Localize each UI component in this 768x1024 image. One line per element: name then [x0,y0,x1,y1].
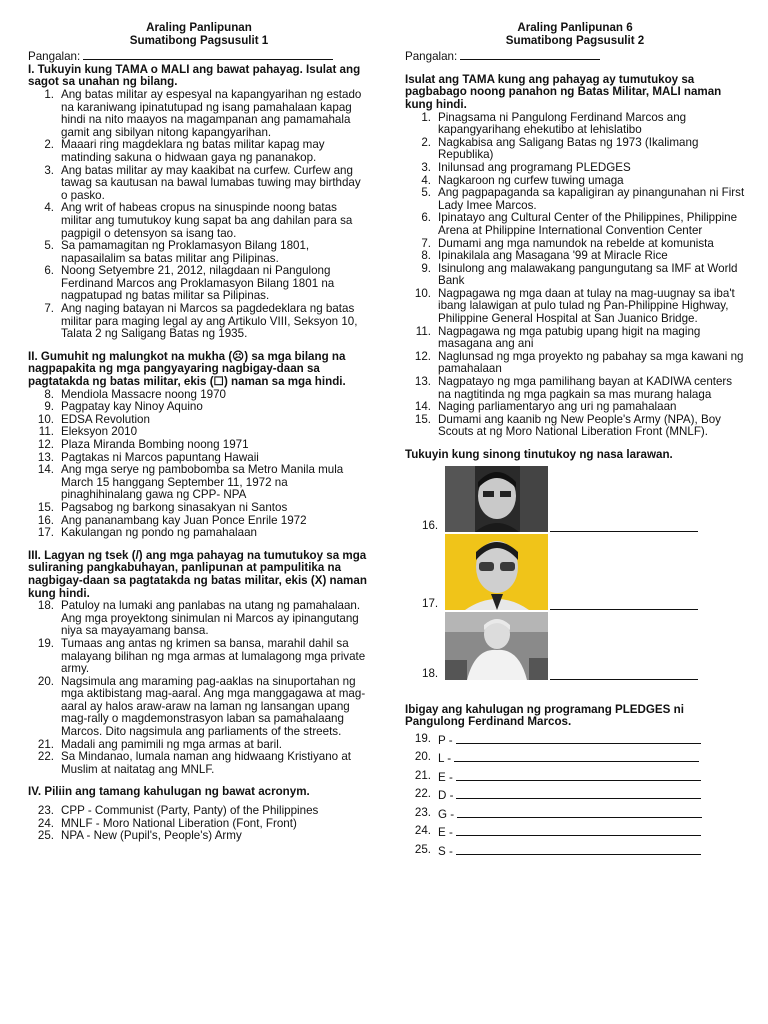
quiz-1-section-3-heading: III. Lagyan ng tsek (/) ang mga pahayag na tumutukoy sa mga suliraning pangkabuhayan, panlipunan at pampulitika na nagbigay-daan sa pagtatakda ng batas militar, ekis (X) naman kung hindi. [28,548,367,600]
question-item [28,303,370,341]
question-item [405,263,745,288]
question-number: 6. [44,264,54,278]
pledges-item [405,751,745,770]
question-item [405,187,745,212]
question-text: Nagpatayo ng mga pamilihang bayan at KADIWA centers na nagtitinda ng mga pagkain sa mas murang halaga [438,375,733,401]
pledges-item-number: 21. [414,768,431,782]
question-item [28,265,370,303]
question-number: 7. [44,302,54,316]
quiz-1-section-4-heading: IV. Piliin ang tamang kahulugan ng bawat acronym. [28,785,310,799]
pledges-list [405,733,745,863]
photo-item-18-answer-blank[interactable] [550,668,698,680]
pledges-letter: L - [438,752,452,766]
question-number: 3. [421,160,431,174]
quiz-2-section-1-list [405,112,745,439]
pledges-item [405,770,745,789]
question-number: 9. [44,400,54,414]
question-text: CPP - Communist (Party, Panty) of the Philippines [61,804,319,818]
question-number: 25. [37,829,54,843]
photo-identification-block [405,466,745,680]
question-number: 5. [44,239,54,253]
quiz-1-name-label: Pangalan: [28,50,81,64]
question-text: Maaari ring magdeklara ng batas militar kapag may matinding sakuna o hidwaan gaya ng pananakop. [61,138,325,164]
question-item [405,137,745,162]
question-text: Kakulangan ng pondo ng pamahalaan [61,526,257,540]
question-item [28,464,370,502]
question-item [405,376,745,401]
portrait-photo-2 [445,534,548,610]
question-number: 24. [37,816,54,830]
question-number: 10. [414,286,431,300]
photo-item-16-answer-blank[interactable] [550,520,698,532]
quiz-2-title: Sumatibong Pagsusulit 2 [505,33,645,47]
question-text: Pagpatay kay Ninoy Aquino [61,400,203,414]
quiz-2-section-3-heading: Ibigay ang kahulugan ng programang PLEDGES ni Pangulong Ferdinand Marcos. [405,702,684,729]
question-text: Tumaas ang antas ng krimen sa bansa, marahil dahil sa malayang bilihan ng mga armas at lumalagong mga private army. [61,636,366,676]
question-number: 8. [421,249,431,263]
pledges-item [405,807,745,826]
question-item [28,527,370,540]
question-number: 20. [37,674,54,688]
question-item [28,830,370,843]
question-text: Dumami ang mga namundok na rebelde at komunista [438,236,714,250]
question-number: 6. [421,211,431,225]
question-number: 4. [44,201,54,215]
pledges-answer-blank[interactable] [456,825,701,836]
quiz-2-name-blank[interactable] [460,49,600,60]
portrait-photo-1 [445,466,548,532]
quiz-1-section-1-list [28,89,370,341]
quiz-1-section-1-heading: I. Tukuyin kung TAMA o MALI ang bawat pahayag. Isulat ang sagot sa unahan ng bilang. [28,62,361,89]
pledges-item [405,788,745,807]
question-number: 13. [37,450,54,464]
pledges-letter: E - [438,770,453,784]
photo-item-17-number: 17. [422,596,439,610]
question-number: 19. [37,636,54,650]
question-number: 1. [421,110,431,124]
question-item [405,414,745,439]
question-text: Pagsabog ng barkong sinasakyan ni Santos [61,500,288,514]
pledges-item-number: 23. [414,805,431,819]
question-text: Ipinatayo ang Cultural Center of the Philippines, Philippine Arena at Philippine International Convention Center [438,211,738,237]
pledges-answer-blank[interactable] [456,788,701,799]
question-item [405,112,745,137]
question-number: 2. [44,138,54,152]
question-text: MNLF - Moro National Liberation (Font, Front) [61,816,297,830]
photo-item-17-answer-blank[interactable] [550,598,698,610]
question-text: EDSA Revolution [61,412,150,426]
question-number: 3. [44,163,54,177]
portrait-photo-3 [445,612,548,680]
quiz-2-column [405,22,745,862]
question-number: 12. [37,438,54,451]
question-item [405,351,745,376]
question-item [28,600,370,638]
question-number: 8. [44,387,54,401]
quiz-1-name-row [28,49,370,64]
question-text: Ang naging batayan ni Marcos sa pagdedeklara ng batas militar para maging legal ay ang Artikulo VIII, Seksyon 10, Talata 2 ng Saligang Batas ng 1935. [61,302,358,341]
question-item [405,326,745,351]
pledges-answer-blank[interactable] [456,733,701,744]
question-item [28,89,370,139]
pledges-letter: G - [438,807,455,821]
question-number: 13. [414,375,431,389]
question-item [28,165,370,203]
question-number: 11. [38,425,54,439]
question-text: Inilunsad ang programang PLEDGES [438,160,631,174]
question-number: 14. [37,463,54,477]
question-text: Nagpagawa ng mga daan at tulay na mag-uugnay sa iba't ibang lalawigan at pulo tulad ng Pan-Philippine Highway, Philippine General Hospital at San Juanico Bridge. [438,286,735,326]
question-number: 12. [414,349,431,363]
question-item [28,202,370,240]
quiz-1-section-3-list [28,600,370,776]
photo-item-16-number: 16. [422,518,439,532]
pledges-item-number: 24. [414,824,431,838]
quiz-2-section-1-heading: Isulat ang TAMA kung ang pahayag ay tumutukoy sa pagbabago noong panahon ng Batas Militar, MALI naman kung hindi. [405,72,722,111]
question-text: Pagtakas ni Marcos papuntang Hawaii [61,450,259,464]
question-text: Sa Mindanao, lumala naman ang hidwaang Kristiyano at Muslim at naitatag ang MNLF. [61,750,352,776]
question-number: 18. [37,599,54,613]
pledges-answer-blank[interactable] [456,844,701,855]
pledges-answer-blank[interactable] [457,807,702,818]
question-text: Pinagsama ni Pangulong Ferdinand Marcos ang kapangyarihang ehekutibo at lehislatibo [438,110,687,137]
pledges-item-number: 19. [414,731,431,745]
question-number: 16. [37,513,54,527]
pledges-item [405,733,745,752]
question-text: NPA - New (Pupil's, People's) Army [61,829,242,843]
question-number: 14. [414,400,431,414]
photo-item-18-number: 18. [422,666,439,680]
question-text: Sa pamamagitan ng Proklamasyon Bilang 1801, napasailalim sa batas militar ang Pilipinas. [61,239,310,265]
pledges-item [405,825,745,844]
question-text: Ang pananambang kay Juan Ponce Enrile 1972 [61,513,307,527]
question-text: Nagkabisa ang Saligang Batas ng 1973 (Ikalimang Republika) [438,135,699,162]
question-number: 2. [421,135,431,149]
quiz-1-name-blank[interactable] [83,49,333,60]
question-number: 5. [421,186,431,200]
quiz-2-section-2-heading: Tukuyin kung sinong tinutukoy ng nasa larawan. [405,448,673,461]
pledges-item [405,844,745,863]
question-text: Nagkaroon ng curfew tuwing umaga [438,173,624,187]
pledges-letter: D - [438,789,454,803]
question-number: 1. [44,87,54,101]
quiz-2-subject-title: Araling Panlipunan 6 [517,21,633,34]
pledges-answer-blank[interactable] [454,751,699,762]
question-item [28,139,370,164]
question-text: Ang batas militar ay may kaakibat na curfew. Curfew ang tawag sa kautusan na bawal lumabas tuwing may birthday o pasko. [61,163,361,202]
quiz-2-name-row [405,49,745,64]
pledges-letter: P - [438,733,453,747]
question-item [405,212,745,237]
question-number: 22. [37,750,54,764]
question-item [28,751,370,776]
question-text: Ang pagpapaganda sa kapaligiran ay pinangunahan ni First Lady Imee Marcos. [438,186,745,212]
question-text: Patuloy na lumaki ang panlabas na utang ng pamahalaan. Ang mga proyektong sinimulan ni Marcos ay ipinangutang niya sa mayayamang bansa. [61,599,361,638]
question-number: 10. [37,412,54,426]
question-text: Noong Setyembre 21, 2012, nilagdaan ni Pangulong Ferdinand Marcos ang Proklamasyon Bilang 1801 na nagpatupad ng batas militar sa Pilipinas. [61,264,335,303]
question-text: Nagsimula ang maraming pag-aaklas na sinuportahan ng mga aktibistang mag-aaral. Ang mga manggagawa at mag-aaral ay halos araw-araw na laman ng lansangan upang mag-rally o magdemonstrasyon laban sa pamahalaang Marcos. Dito nagsimula ang parliaments of the streets. [61,674,366,739]
quiz-1-title: Sumatibong Pagsusulit 1 [129,33,269,47]
question-item [28,240,370,265]
pledges-item-number: 20. [414,750,431,764]
question-number: 7. [421,236,431,250]
question-item [28,676,370,739]
question-text: Madali ang pamimili ng mga armas at baril. [61,737,283,751]
quiz-1-subject-title: Araling Panlipunan [146,21,252,34]
question-text: Mendiola Massacre noong 1970 [61,387,226,401]
quiz-1-column [28,22,370,843]
quiz-2-name-label: Pangalan: [405,50,458,64]
question-text: Naglunsad ng mga proyekto ng pabahay sa mga kawani ng pamahalaan [438,349,744,376]
question-text: Nagpagawa ng mga patubig upang higit na maging masagana ang ani [438,324,701,351]
question-text: Ang mga serye ng pambobomba sa Metro Manila mula March 15 hanggang September 11, 1972 na pinaghihinalang gawa ng CPP- NPA [61,463,344,502]
question-text: Isinulong ang malawakang pangungutang sa IMF at World Bank [438,261,738,288]
question-number: 17. [37,526,54,540]
question-text: Dumami ang kaanib ng New People's Army (NPA), Boy Scouts at ng Moro National Liberation Front (MNLF). [438,412,721,439]
pledges-item-number: 25. [414,842,431,856]
pledges-letter: S - [438,844,453,858]
pledges-item-number: 22. [414,787,431,801]
pledges-answer-blank[interactable] [456,770,701,781]
question-number: 21. [37,737,54,751]
question-item [28,638,370,676]
question-text: Plaza Miranda Bombing noong 1971 [61,438,249,451]
question-item [405,288,745,326]
pledges-letter: E - [438,826,453,840]
question-number: 23. [37,804,54,818]
quiz-1-section-2-heading: II. Gumuhit ng malungkot na mukha (☹) sa mga bilang na nagpapakita ng mga pangyayaring nagbigay-daan sa pagtatakda ng batas militar, ekis (☐) naman sa mga hindi. [28,349,346,389]
quiz-1-section-4-list [28,805,370,843]
question-number: 4. [421,173,431,187]
question-text: Ipinakilala ang Masagana '99 at Miracle Rice [438,249,668,263]
question-text: Naging parliamentaryo ang uri ng pamahalaan [438,400,677,414]
question-text: Eleksyon 2010 [61,425,138,439]
quiz-1-section-2-list [28,389,370,540]
question-text: Ang batas militar ay espesyal na kapangyarihan ng estado na karaniwang ipinatutupad ng isang pamahalaan kapag hindi na nito maayos na magampanan ang pamamahala gamit ang sibilyan nitong kapangyarihan. [61,87,362,139]
question-text: Ang writ of habeas cropus na sinuspinde noong batas militar ang tumutukoy kung sapat ba ang dahilan para sa pagpigil o detensyon sa isang tao. [61,201,353,240]
question-number: 15. [414,412,431,426]
question-number: 11. [415,324,431,338]
question-number: 15. [37,500,54,514]
question-number: 9. [421,261,431,275]
